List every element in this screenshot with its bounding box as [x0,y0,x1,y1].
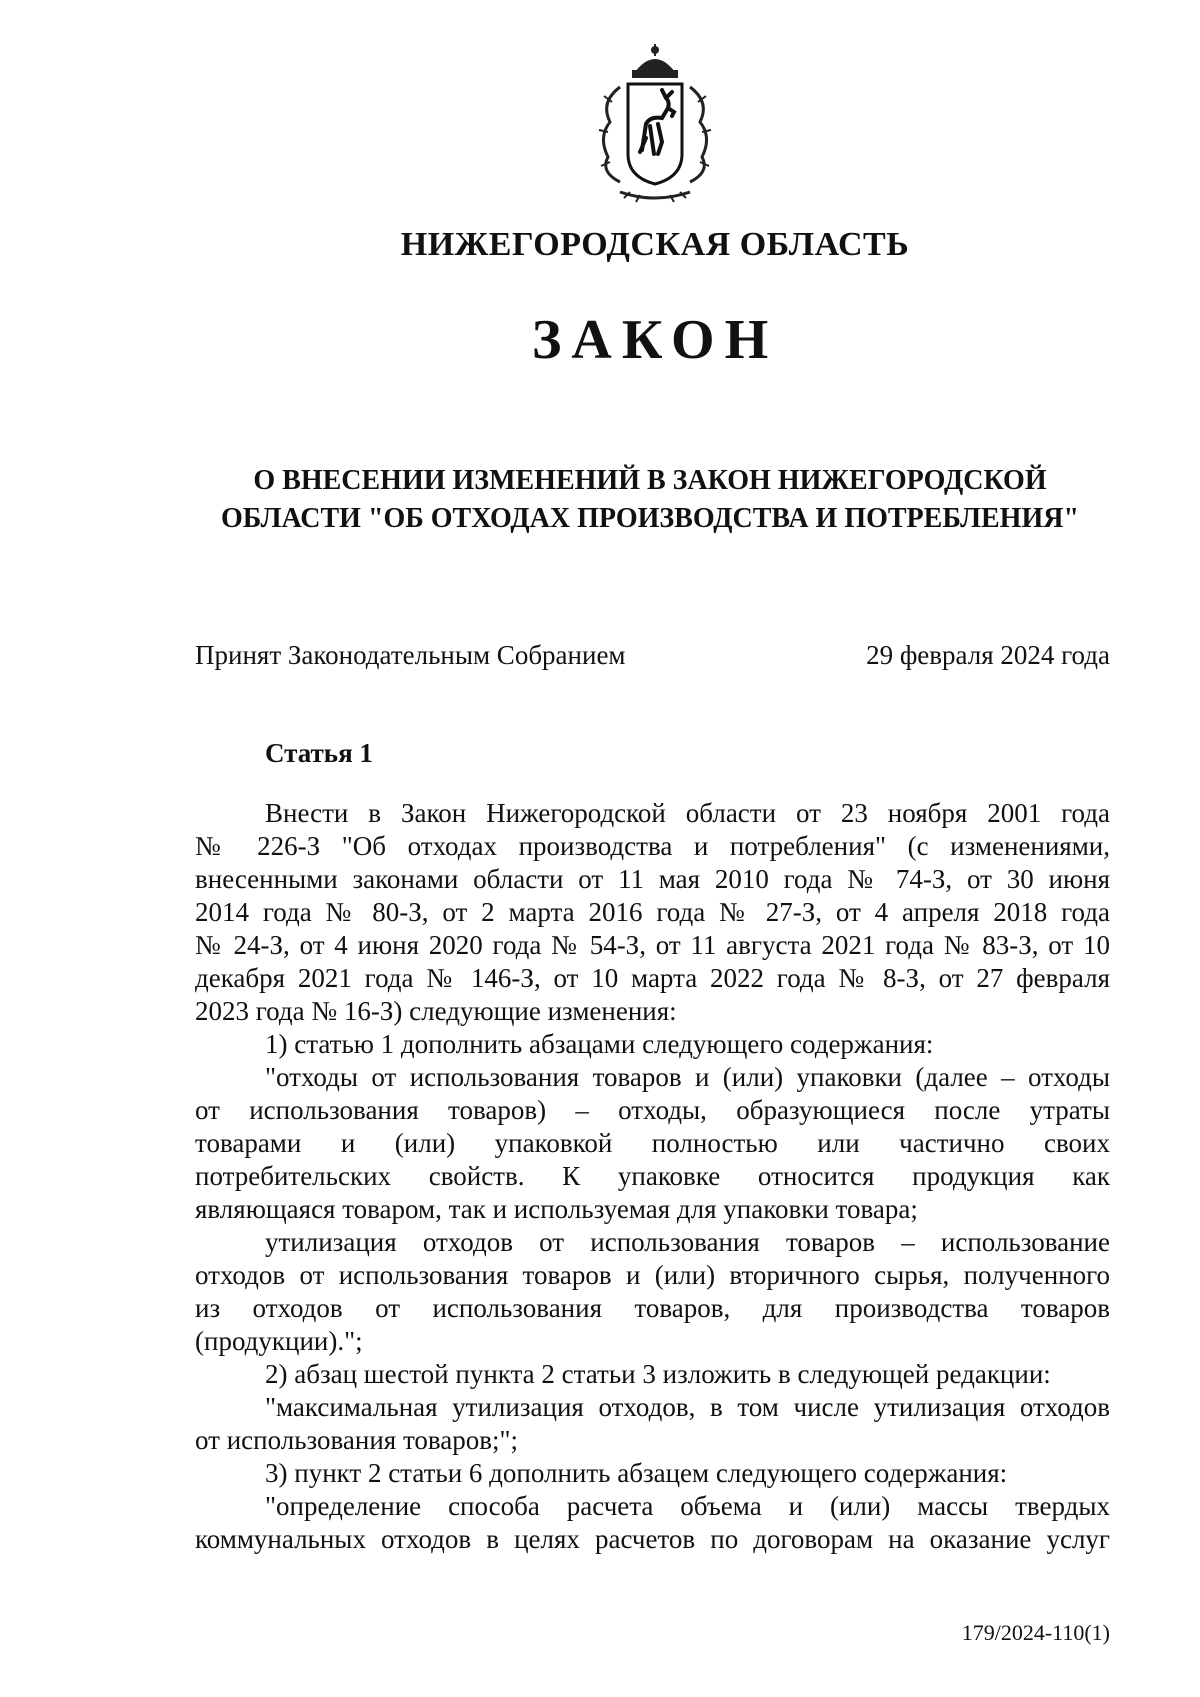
adoption-date: 29 февраля 2024 года [866,640,1110,670]
coat-of-arms-icon [580,42,730,204]
body-line: "максимальная утилизация отходов, в том числе утилизация отходов [265,1392,1110,1422]
body-line: потребительских свойств. К упаковке относится продукция как [195,1161,1110,1191]
article-body [195,797,1110,1556]
body-line: Внести в Закон Нижегородской области от 23 ноября 2001 года [265,798,1110,828]
adopted-by: Принят Законодательным Собранием [195,640,626,670]
body-line: "отходы от использования товаров и (или) упаковки (далее – отходы [265,1062,1110,1092]
body-line: 2014 года № 80-З, от 2 марта 2016 года № 27-З, от 4 апреля 2018 года [195,897,1110,927]
article-heading: Статья 1 [265,738,373,768]
body-line: являющаяся товаром, так и используемая для упаковки товара; [195,1194,918,1224]
body-line: товарами и (или) упаковкой полностью или частично своих [195,1128,1110,1158]
document-type: ЗАКОН [531,309,779,371]
body-line: 2023 года № 16-З) следующие изменения: [195,996,677,1026]
law-title-line: ОБЛАСТИ "ОБ ОТХОДАХ ПРОИЗВОДСТВА И ПОТРЕБЛЕНИЯ" [220,503,1080,534]
body-line: декабря 2021 года № 146-З, от 10 марта 2022 года № 8-З, от 27 февраля [195,963,1110,993]
law-title [0,462,1200,538]
body-line: 1) статью 1 дополнить абзацами следующего содержания: [265,1029,934,1059]
body-line: от использования товаров) – отходы, образующиеся после утраты [195,1095,1110,1125]
body-line: (продукции)."; [195,1326,363,1356]
body-line: утилизация отходов от использования товаров – использование [265,1227,1110,1257]
body-line: № 24-З, от 4 июня 2020 года № 54-З, от 11 августа 2021 года № 83-З, от 10 [195,930,1110,960]
body-line: от использования товаров;"; [195,1425,519,1455]
body-line: отходов от использования товаров и (или) вторичного сырья, полученного [195,1260,1110,1290]
body-line: "определение способа расчета объема и (или) массы твердых [265,1491,1110,1521]
document-number: 179/2024-110(1) [961,1620,1110,1645]
body-line: 2) абзац шестой пункта 2 статьи 3 изложить в следующей редакции: [265,1359,1051,1389]
law-title-line: О ВНЕСЕНИИ ИЗМЕНЕНИЙ В ЗАКОН НИЖЕГОРОДСКОЙ [253,465,1047,496]
body-line: из отходов от использования товаров, для производства товаров [195,1293,1110,1323]
body-line: 3) пункт 2 статьи 6 дополнить абзацем следующего содержания: [265,1458,1008,1488]
body-line: внесенными законами области от 11 мая 2010 года № 74-З, от 30 июня [195,864,1110,894]
body-line: коммунальных отходов в целях расчетов по договорам на оказание услуг [195,1524,1110,1554]
body-line: № 226-З "Об отходах производства и потребления" (с изменениями, [195,831,1110,861]
region-name: НИЖЕГОРОДСКАЯ ОБЛАСТЬ [400,226,910,263]
